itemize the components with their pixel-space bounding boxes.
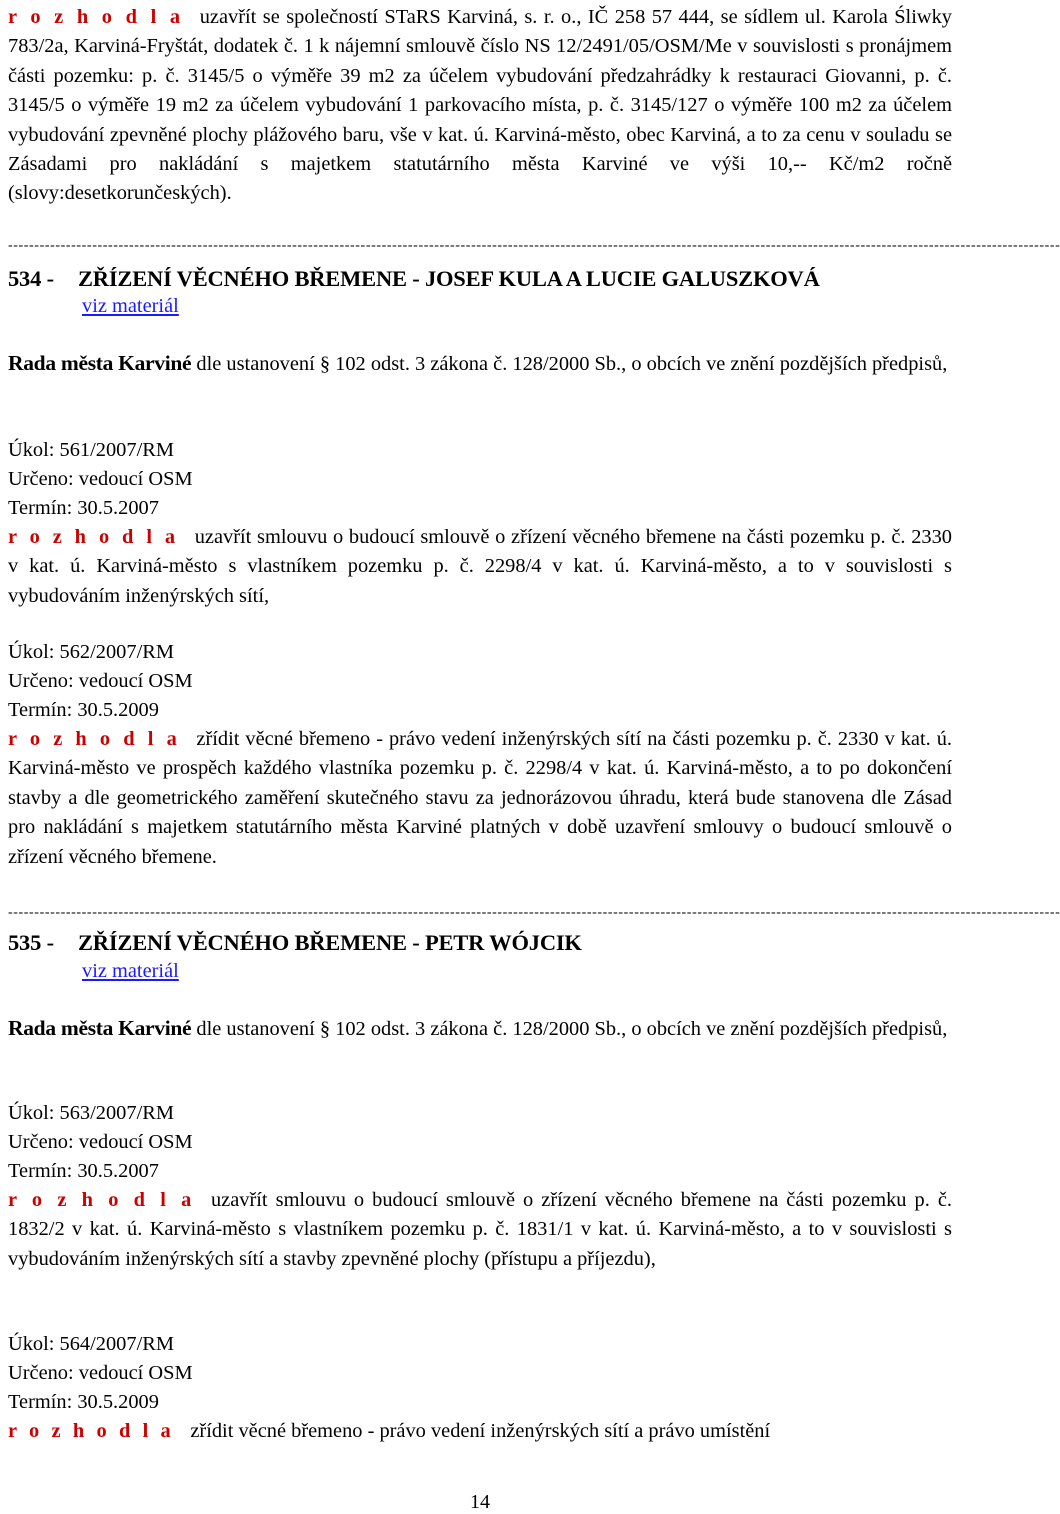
decision-text: uzavřít se společností STaRS Karviná, s. r. o., IČ 258 57 444, se sídlem ul. Karola Śliwky 783/2a, Karviná-Fryštát, dodatek č. 1 k nájemní smlouvě číslo NS 12/2491/05/OSM/Me v souvislosti s pronájmem části pozemku: p. č. 3145/5 o výměře 39 m2 za účelem vybudování předzahrádky k restauraci Giovanni, p. č. 3145/5 o výměře 19 m2 za účelem vybudování 1 parkovacího místa, p. č. 3145/127 o výměře 100 m2 za účelem vybudování zpevněné plochy plážového baru, vše v kat. ú. Karviná-město, obec Karviná, a to za cenu v souladu se Zásadami pro nakládání s majetkem statutárního města Karviné ve výši 10,-- Kč/m2 ročně (slovy:desetkorunčeských). (8, 6, 952, 205)
decision-paragraph (8, 725, 952, 872)
task-number: Úkol: 564/2007/RM (8, 1333, 174, 1355)
decision-text: uzavřít smlouvu o budoucí smlouvě o zřízení věcného břemene na části pozemku p. č. 1832/2 v kat. ú. Karviná-město s vlastníkem pozemku p. č. 1831/1 v kat. ú. Karviná-město, a to v souvislosti s vybudováním inženýrských sítí a stavby zpevněné plochy (přístupu a příjezdu), (8, 1189, 952, 1270)
item-heading (8, 928, 582, 957)
rozhodla-label: r o z h o d l a (8, 728, 181, 750)
item-heading (8, 264, 820, 293)
decision-paragraph (8, 1417, 952, 1446)
task-deadline: Termín: 30.5.2009 (8, 1391, 159, 1413)
task-deadline: Termín: 30.5.2007 (8, 497, 159, 519)
decision-text: zřídit věcné břemeno - právo vedení inženýrských sítí na části pozemku p. č. 2330 v kat. ú. Karviná-město ve prospěch každého vlastníka pozemku p. č. 2298/4 v kat. ú. Karviná-město, a to po dokončení stavby a dle geometrického zaměření skutečného stavu za jednorázovou úhradu, která bude stanovena dle Zásad pro nakládání s majetkem statutárního města Karviné platných v době uzavření smlouvy o budoucí smlouvě o zřízení věcného břemene. (8, 728, 952, 868)
item-number: 535 - (8, 930, 54, 955)
item-number: 534 - (8, 266, 54, 291)
rozhodla-label: r o z h o d l a (8, 1189, 195, 1211)
task-number: Úkol: 562/2007/RM (8, 641, 174, 663)
material-link[interactable]: viz materiál (82, 960, 179, 982)
task-assignee: Určeno: vedoucí OSM (8, 1131, 193, 1153)
separator-line: -------------------------------------------------------------------------------------------------------------------------------------------------------------------------------------------------------- (8, 238, 1060, 253)
council-statement (8, 1014, 952, 1044)
task-assignee: Určeno: vedoucí OSM (8, 670, 193, 692)
task-assignee: Určeno: vedoucí OSM (8, 468, 193, 490)
task-deadline: Termín: 30.5.2007 (8, 1160, 159, 1182)
task-number: Úkol: 563/2007/RM (8, 1102, 174, 1124)
decision-text: zřídit věcné břemeno - právo vedení inženýrských sítí a právo umístění (190, 1420, 771, 1442)
council-text: dle ustanovení § 102 odst. 3 zákona č. 128/2000 Sb., o obcích ve znění pozdějších předpisů, (191, 1018, 948, 1040)
decision-paragraph (8, 3, 952, 209)
decision-paragraph (8, 523, 952, 611)
council-name: Rada města Karviné (8, 1016, 192, 1040)
decision-text: uzavřít smlouvu o budoucí smlouvě o zřízení věcného břemene na části pozemku p. č. 2330 v kat. ú. Karviná-město s vlastníkem pozemku p. č. 2298/4 v kat. ú. Karviná-město, a to v souvislosti s vybudováním inženýrských sítí, (8, 526, 952, 607)
task-assignee: Určeno: vedoucí OSM (8, 1362, 193, 1384)
rozhodla-label: r o z h o d l a (8, 526, 179, 548)
council-name: Rada města Karviné (8, 351, 192, 375)
page-number: 14 (470, 1491, 490, 1513)
item-title: ZŘÍZENÍ VĚCNÉHO BŘEMENE - PETR WÓJCIK (78, 930, 582, 955)
separator-line: -------------------------------------------------------------------------------------------------------------------------------------------------------------------------------------------------------- (8, 905, 1060, 920)
rozhodla-label: r o z h o d l a (8, 1420, 175, 1442)
task-number: Úkol: 561/2007/RM (8, 439, 174, 461)
task-deadline: Termín: 30.5.2009 (8, 699, 159, 721)
item-title: ZŘÍZENÍ VĚCNÉHO BŘEMENE - JOSEF KULA A LUCIE GALUSZKOVÁ (78, 266, 820, 291)
council-statement (8, 349, 952, 379)
material-link[interactable]: viz materiál (82, 295, 179, 317)
council-text: dle ustanovení § 102 odst. 3 zákona č. 128/2000 Sb., o obcích ve znění pozdějších předpisů, (191, 353, 948, 375)
decision-paragraph (8, 1186, 952, 1274)
rozhodla-label: r o z h o d l a (8, 6, 184, 28)
